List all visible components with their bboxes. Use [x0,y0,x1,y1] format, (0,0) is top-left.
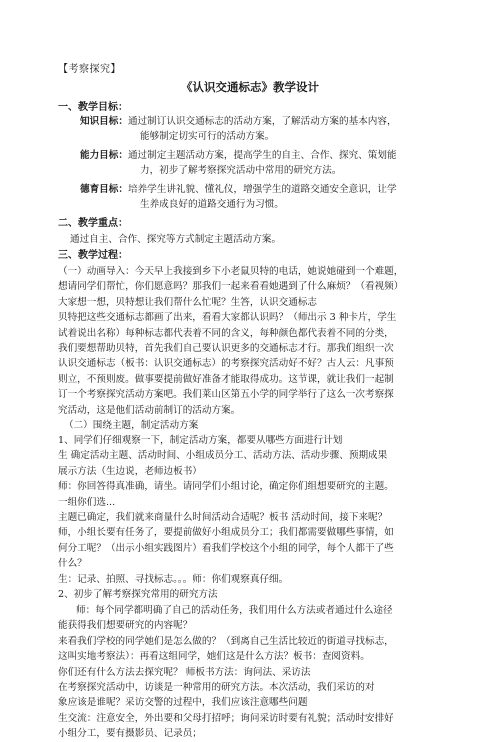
paragraph-line: 认识交通标志（板书：认识交通标志）的考察探究活动好不好？古人云：凡事预 [58,358,394,370]
paragraph-line: 大家想一想，贝特想让我们帮什么忙呢？生答，认识交通标志 [58,296,318,308]
key-points-text: 通过自主、合作、探究等方式制定主题活动方案。 [70,234,282,245]
section-heading-process: 三、教学过程： [58,250,128,261]
paragraph-line: 生 确定活动主题、活动时间、小组成员分工、活动方法、活动步骤、预期成果 [58,450,388,462]
section-heading-objectives: 一、教学目标： [58,102,128,113]
process-part1 [58,264,452,418]
objective-label: 德育目标： [80,184,128,195]
document-title: 《认识交通标志》教学设计 [181,80,319,94]
objective-label: 知识目标： [80,116,128,127]
paragraph-line: 试着说出名称）每种标志都代表着不同的含义，每种颜色都代表着不同的分类， [58,327,394,339]
objective-text: 通过制定主题活动方案，提高学生的自主、合作、探究、策划能 [127,150,397,161]
knowledge-objective [80,114,452,145]
paragraph-line: 贝特把这些交通标志都画了出来，看看大家都认识吗？（师出示 3 种卡片，学生 [58,312,397,324]
paragraph-line: 何分工呢？（出示小组实践图片）看我们学校这个小组的同学，每个人都干了些 [58,542,394,554]
process-part2-methods [58,603,452,742]
paragraph-line: 生：记录、拍照、寻找标志。。。师：你们观察真仔细。 [58,573,289,585]
moral-objective [80,182,452,213]
paragraph-line: 2、初步了解考察探究常用的研究方法 [58,589,218,601]
category-tag: 【考察探究】 [58,64,121,75]
ability-objective [80,148,452,179]
paragraph-line: 1、同学们仔细观察一下，制定活动方案，都要从哪些方面进行计划 [58,435,343,446]
paragraph-line: 你们还有什么方法去探究呢？ 师板书方法：询问法、采访法 [58,666,311,678]
paragraph-line: 则立，不预则废。做事要提前做好准备才能取得成功。这节课，就让我们一起制 [58,373,394,385]
paragraph-line: 订一个考察探究活动方案吧。我们莱山区第五小学的同学举行了这么一次考察探 [58,389,394,401]
paragraph-line: 象应该是谁呢？采访交警的过程中，我们应该注意哪些问题 [58,697,308,709]
section-heading-key-points: 二、教学重点： [58,218,128,229]
paragraph-line: 什么？ [58,558,87,570]
objective-label: 能力目标： [80,150,128,161]
paragraph-line: 展示方法（生边说，老师边板书） [58,465,202,477]
paragraph-line: 在考察探究活动中，访谈是一种常用的研究方法。本次活动，我们采访的对 [58,682,375,694]
paragraph-line: 来看我们学校的同学她们是怎么做的？（到离自己生活比较近的街道寻找标志， [58,635,394,647]
paragraph-line: 师，小组长要有任务了，要提前做好小组成员分工；我们都需要做哪些事情，如 [58,527,394,539]
paragraph-line: 师：每个同学都明确了自己的活动任务，我们用什么方法或者通过什么途径 [76,605,393,616]
paragraph-line: 主题已确定，我们就来商量什么时间活动合适呢？板书 活动时间，接下来呢？ [58,512,388,524]
paragraph-line: 想请同学们帮忙，你们愿意吗？那我们一起来看看她遇到了什么麻烦？（看视频） [58,281,404,293]
process-part2-heading: （二）围绕主题，制定活动方案 [64,420,199,431]
paragraph-line: 小组分工，要有摄影员、记录员； [58,728,202,740]
process-part2 [58,433,452,602]
objective-text: 能够制定切实可行的活动方案。 [140,131,275,143]
paragraph-line: 生交流：注意安全，外出要和父母打招呼；询问采访时要有礼貌；活动时安排好 [58,712,394,724]
objective-text: 生养成良好的道路交通行为习惯。 [140,199,284,211]
paragraph-line: 一组你们选... [58,496,116,508]
paragraph-line: 我们要想帮助贝特，首先我们自己要认识更多的交通标志才行。那我们组织一次 [58,343,394,355]
paragraph-line: 能获得我们想要研究的内容呢？ [58,620,193,632]
objective-text: 通过制订认识交通标志的活动方案，了解活动方案的基本内容， [127,116,397,127]
paragraph-line: 师：你回答得真准确，请坐。请同学们小组讨论，确定你们组想要研究的主题。 [58,481,394,493]
paragraph-line: 这叫实地考察法）：再看这组同学，她们这是什么方法？板书：查阅资料。 [58,651,370,663]
objective-text: 力，初步了解考察探究活动中常用的研究方法。 [140,165,342,177]
objective-text: 培养学生讲礼貌、懂礼仪，增强学生的道路交通安全意识，让学 [127,184,397,195]
paragraph-line: 究活动，这是他们活动前制订的活动方案。 [58,404,241,416]
paragraph-line: （一）动画导入：今天早上我接到乡下小老鼠贝特的电话，她说她碰到一个难题， [58,266,404,277]
